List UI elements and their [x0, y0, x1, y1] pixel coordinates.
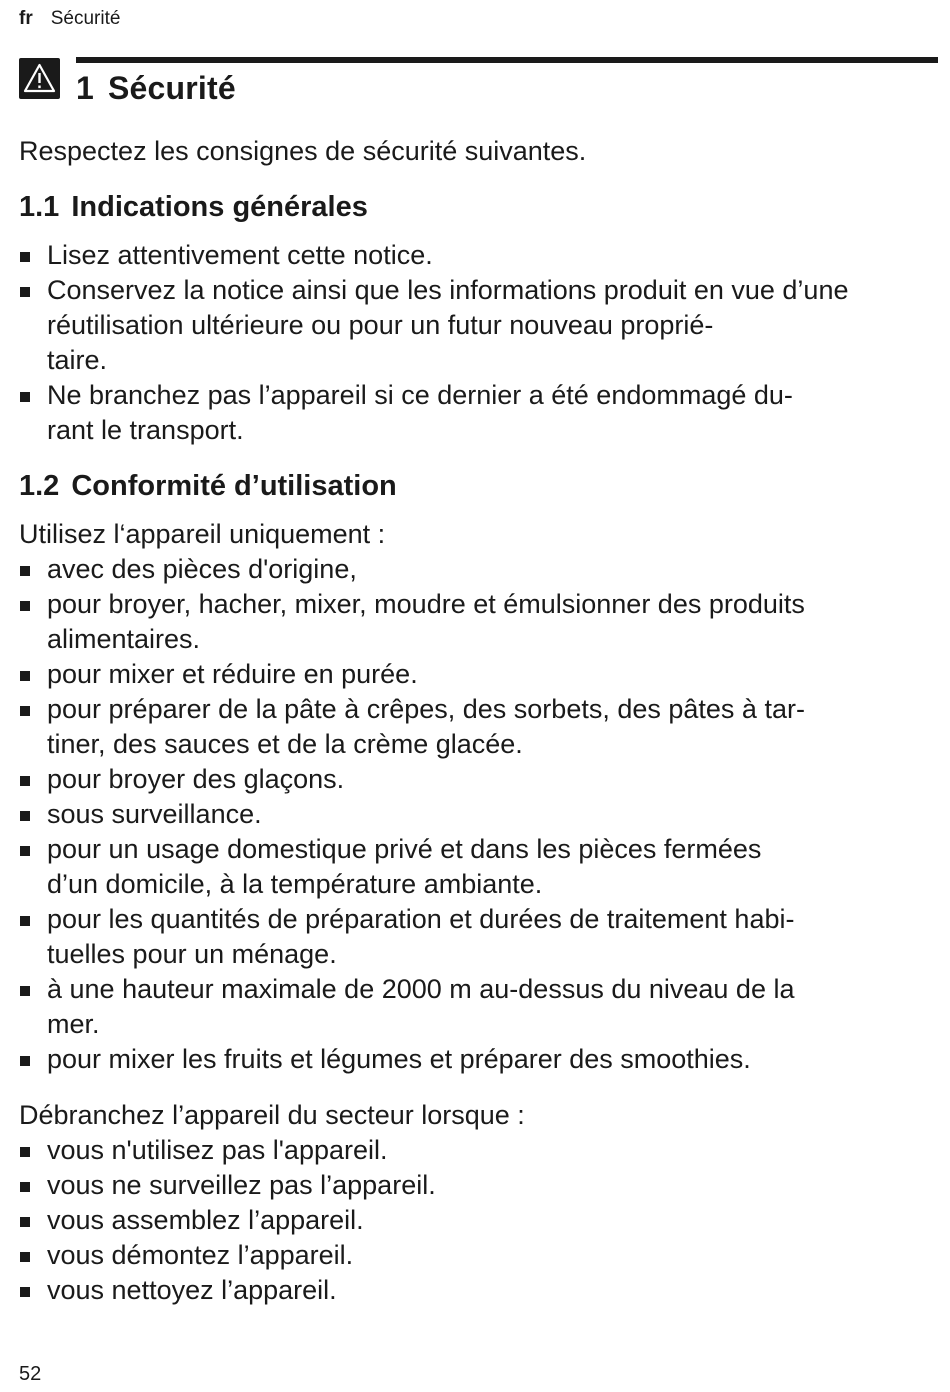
- list-item: pour broyer, hacher, mixer, moudre et émulsionner des produits alimentaires.: [19, 587, 934, 657]
- list-item: pour mixer les fruits et légumes et préparer des smoothies.: [19, 1042, 934, 1077]
- warning-triangle-icon: [19, 58, 60, 99]
- list-item: Conservez la notice ainsi que les informations produit en vue d’une réutilisation ultérieure ou pour un futur nouveau proprié- taire.: [19, 273, 934, 378]
- document-body: [19, 134, 934, 1308]
- list-item: à une hauteur maximale de 2000 m au-dessus du niveau de la mer.: [19, 972, 934, 1042]
- header-section-title: Sécurité: [50, 8, 121, 29]
- title-text: Sécurité: [108, 70, 236, 106]
- list-item: vous n'utilisez pas l'appareil.: [19, 1133, 934, 1168]
- list-item: sous surveillance.: [19, 797, 934, 832]
- list-item: vous nettoyez l’appareil.: [19, 1273, 934, 1308]
- list-item: pour mixer et réduire en purée.: [19, 657, 934, 692]
- section-title: Indications générales: [71, 191, 368, 223]
- unplug-conditions-list: [19, 1133, 934, 1308]
- list-item: pour broyer des glaçons.: [19, 762, 934, 797]
- language-code: fr: [19, 8, 33, 29]
- heading-rule: [76, 57, 938, 63]
- section-number: 1.2: [19, 470, 60, 502]
- page-title: [76, 70, 236, 107]
- list-item: vous démontez l’appareil.: [19, 1238, 934, 1273]
- intro-text: Respectez les consignes de sécurité suivantes.: [19, 136, 587, 166]
- title-number: 1: [76, 70, 94, 106]
- section-title: Conformité d’utilisation: [71, 470, 397, 502]
- intended-use-list: [19, 552, 934, 1077]
- running-header: [19, 8, 120, 30]
- list-item: pour un usage domestique privé et dans les pièces fermées d’un domicile, à la température ambiante.: [19, 832, 934, 902]
- section-heading-general: [19, 187, 934, 227]
- general-instructions-list: [19, 238, 934, 448]
- list-item: Ne branchez pas l’appareil si ce dernier a été endommagé du- rant le transport.: [19, 378, 934, 448]
- list-item: pour les quantités de préparation et durées de traitement habi- tuelles pour un ménage.: [19, 902, 934, 972]
- list-item: vous assemblez l’appareil.: [19, 1203, 934, 1238]
- unplug-lead: Débranchez l’appareil du secteur lorsque :: [19, 1100, 525, 1130]
- list-item: pour préparer de la pâte à crêpes, des sorbets, des pâtes à tar- tiner, des sauces et de la crème glacée.: [19, 692, 934, 762]
- list-item: avec des pièces d'origine,: [19, 552, 934, 587]
- intended-use-lead: Utilisez l‘appareil uniquement :: [19, 519, 386, 549]
- list-item: vous ne surveillez pas l’appareil.: [19, 1168, 934, 1203]
- page-number: 52: [19, 1363, 42, 1385]
- section-heading-intended-use: [19, 466, 934, 506]
- list-item: Lisez attentivement cette notice.: [19, 238, 934, 273]
- section-number: 1.1: [19, 191, 60, 223]
